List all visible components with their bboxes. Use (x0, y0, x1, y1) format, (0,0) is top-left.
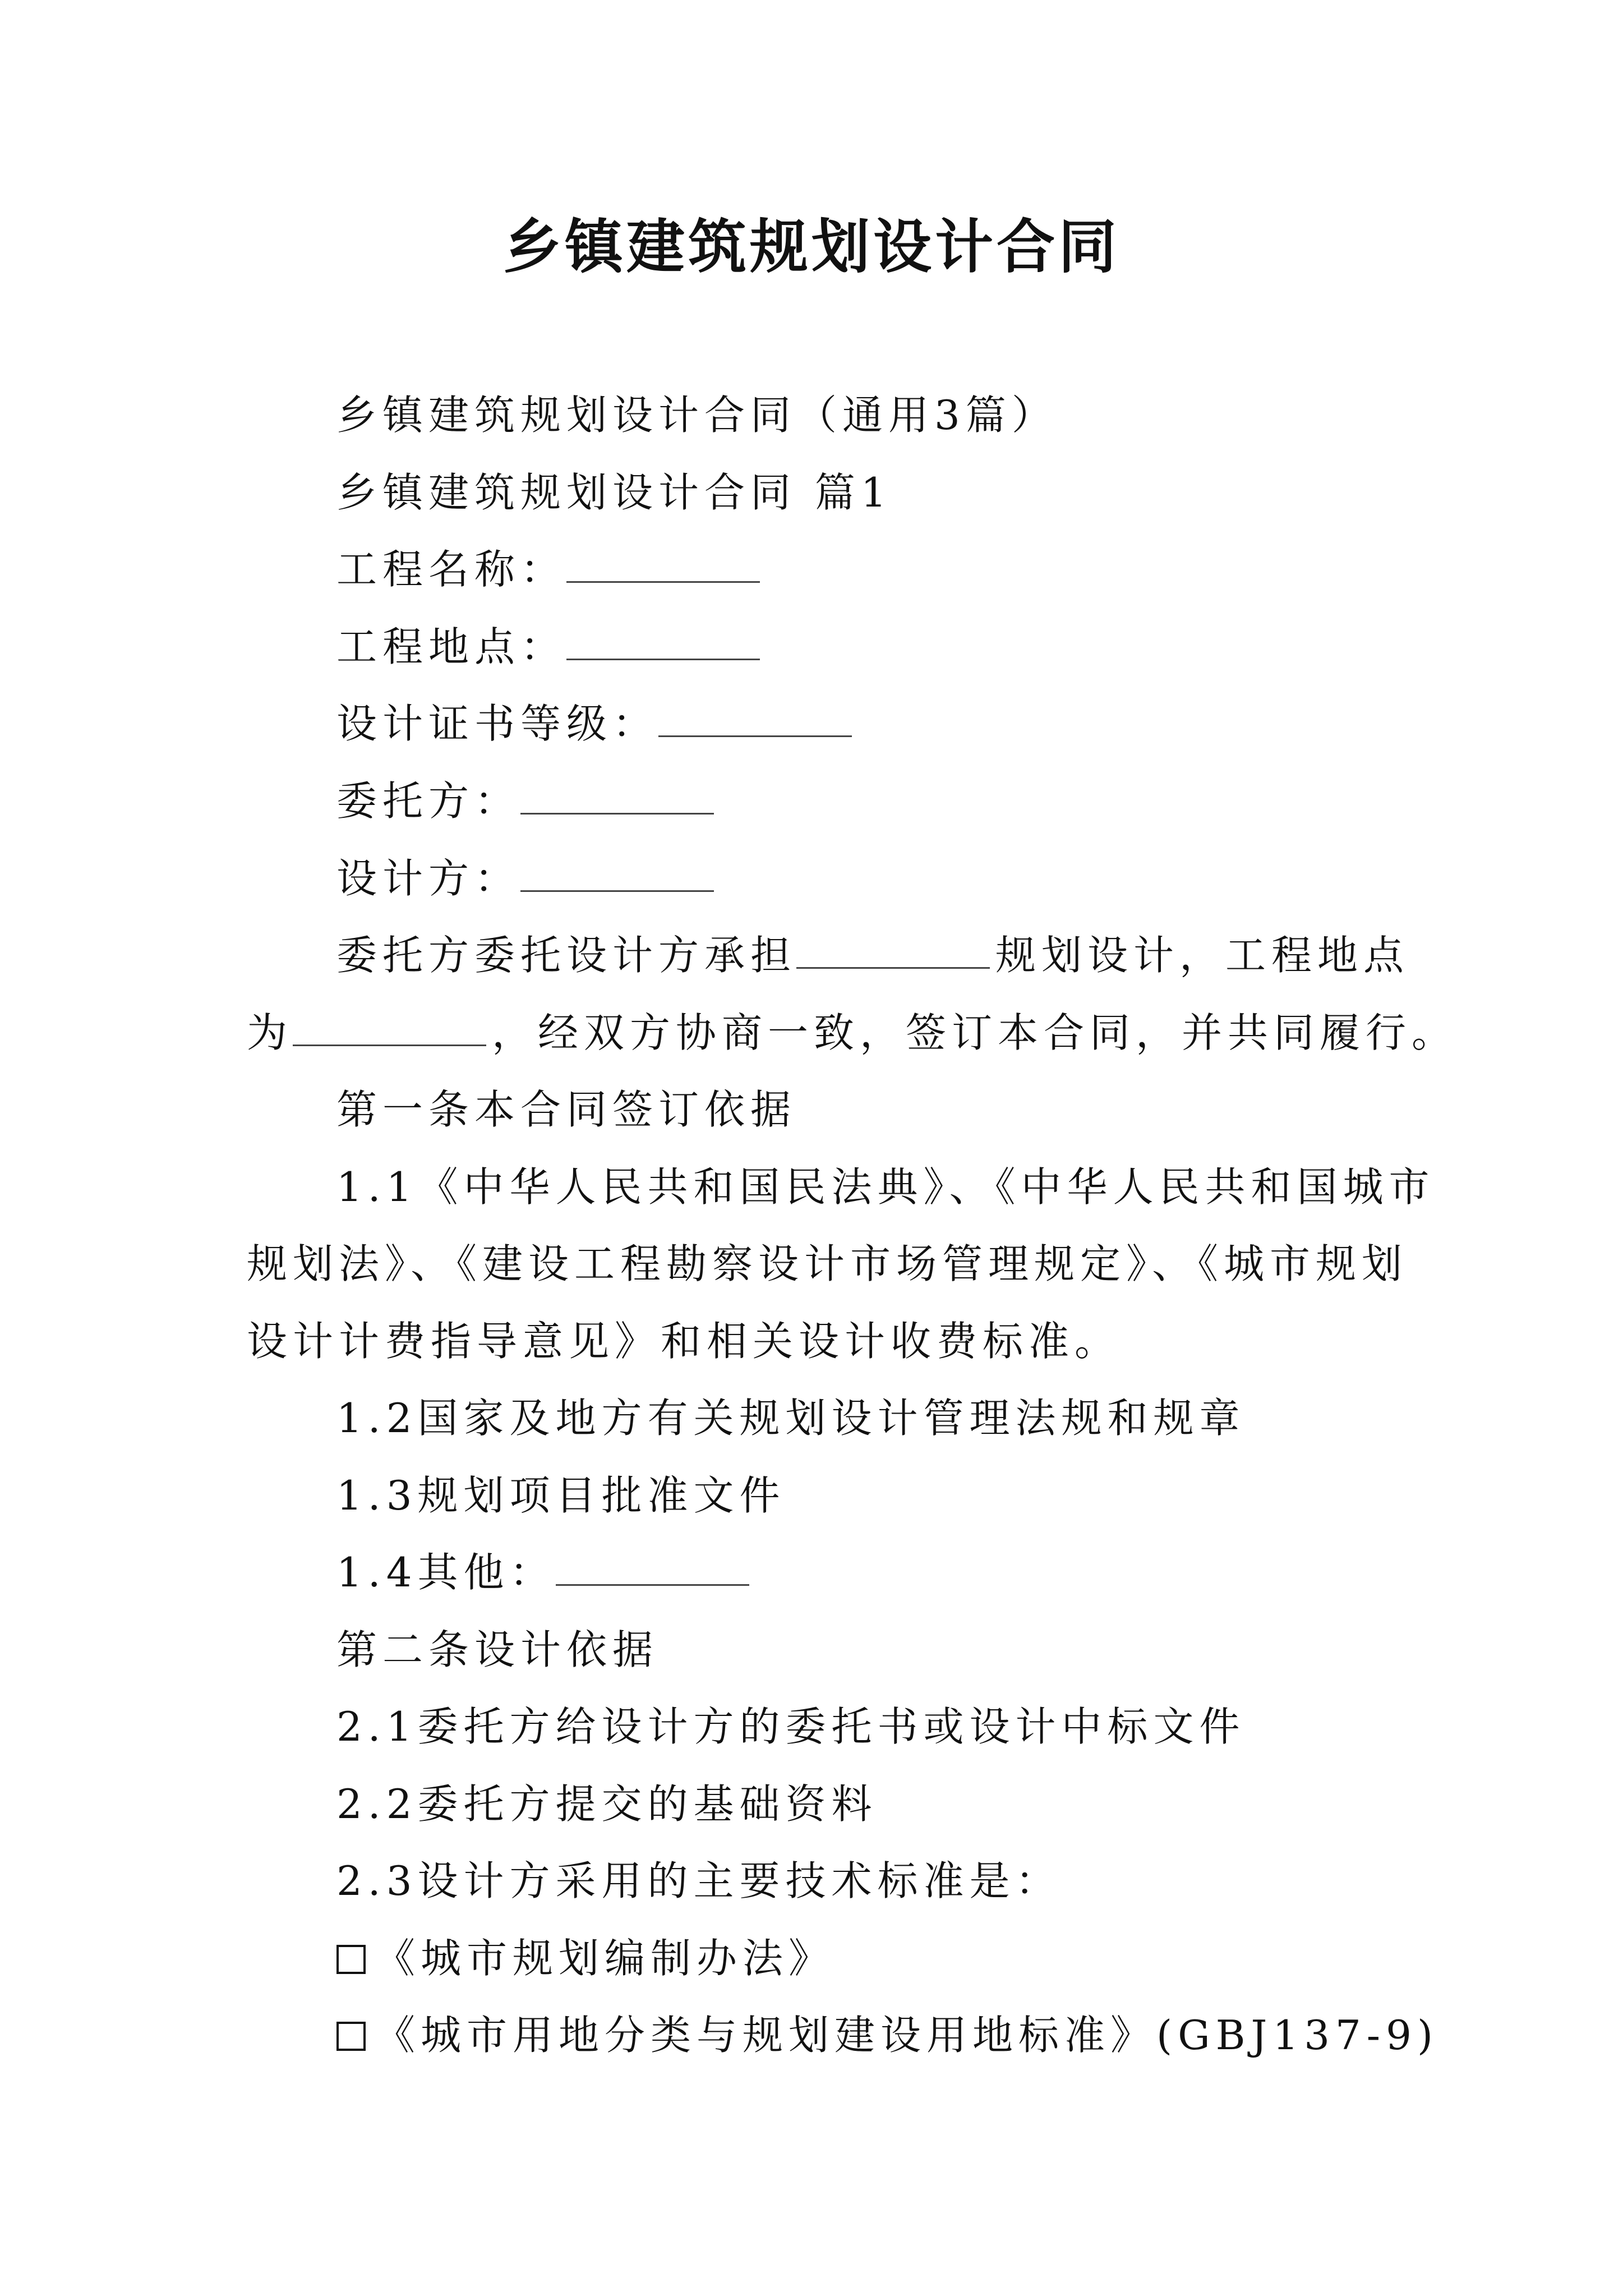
clause-2-3: 2.3设计方采用的主要技术标准是： (336, 1857, 1062, 1904)
intro-line-2 (247, 1005, 1458, 1061)
article-2-heading: 第二条设计依据 (336, 1626, 659, 1673)
field-cert-level (336, 696, 857, 752)
clause-2-1: 2.1委托方给设计方的委托书或设计中标文件 (336, 1703, 1246, 1750)
standard-item (336, 2007, 1438, 2063)
field-designer (336, 850, 720, 907)
intro-text: 为 (247, 1009, 293, 1056)
other-blank (556, 1544, 749, 1586)
project-location-blank (566, 619, 760, 660)
clause-label: 1.4其他： (336, 1549, 556, 1596)
field-label: 委托方： (336, 777, 521, 825)
clause-2-2: 2.2委托方提交的基础资料 (336, 1780, 878, 1828)
clause-1-1-line-3: 设计计费指导意见》和相关设计收费标准。 (247, 1318, 1121, 1365)
field-label: 设计证书等级： (336, 700, 659, 747)
clause-1-1-line-1: 1.1《中华人民共和国民法典》、《中华人民共和国城市 (336, 1163, 1435, 1211)
standard-item (336, 1930, 834, 1986)
field-label: 设计方： (336, 855, 521, 902)
field-label: 工程名称： (336, 546, 567, 593)
clause-1-1-line-2: 规划法》、《建设工程勘察设计市场管理规定》、《城市规划 (247, 1240, 1408, 1287)
subtitle: 乡镇建筑规划设计合同（通用3篇） (336, 392, 1058, 439)
cert-level-blank (658, 696, 852, 737)
intro-project-blank (796, 927, 990, 969)
intro-text: ，经双方协商一致，签订本合同，并共同履行。 (492, 1009, 1458, 1056)
field-project-name (336, 541, 766, 597)
field-label: 工程地点： (336, 623, 567, 670)
checkbox-icon[interactable] (336, 2022, 366, 2051)
checkbox-icon[interactable] (336, 1945, 366, 1974)
article-1-heading: 第一条本合同签订依据 (336, 1086, 797, 1133)
designer-blank (520, 850, 714, 892)
section-heading: 乡镇建筑规划设计合同 篇1 (336, 469, 892, 516)
project-name-blank (566, 541, 760, 583)
intro-line-1 (336, 927, 1409, 983)
standard-label: 《城市规划编制办法》 (375, 1935, 835, 1982)
document-title: 乡镇建筑规划设计合同 (502, 213, 1120, 281)
client-blank (520, 773, 714, 815)
field-client (336, 773, 720, 829)
clause-1-4 (336, 1544, 755, 1600)
field-project-location (336, 619, 766, 675)
clause-1-2: 1.2国家及地方有关规划设计管理法规和规章 (336, 1395, 1246, 1442)
clause-1-3: 1.3规划项目批准文件 (336, 1472, 786, 1519)
intro-text: 委托方委托设计方承担 (336, 932, 797, 979)
standard-label: 《城市用地分类与规划建设用地标准》(GBJ137-9) (375, 2012, 1439, 2059)
intro-text: 规划设计，工程地点 (995, 932, 1410, 979)
intro-location-blank (293, 1005, 486, 1046)
